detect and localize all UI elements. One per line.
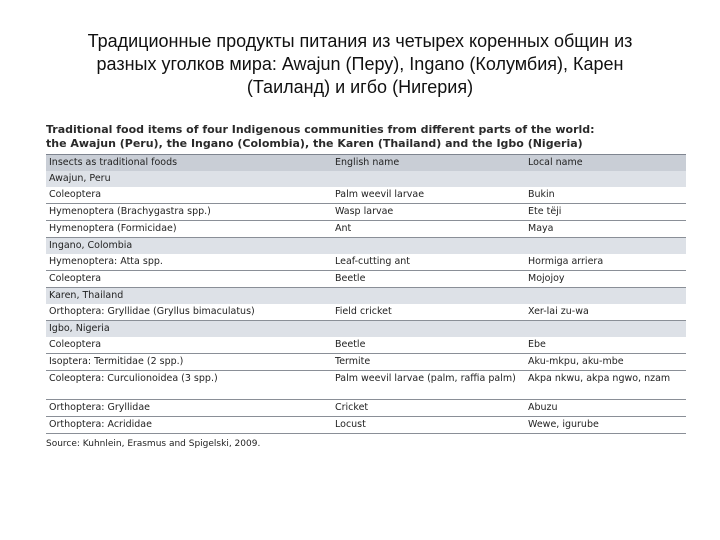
table-group-row (46, 288, 686, 305)
local-name-cell: Ete tëji (525, 204, 686, 221)
table-caption-line: Traditional food items of four Indigenous communities from different parts of the world: (46, 123, 595, 136)
column-header-insects: Insects as traditional foods (46, 155, 332, 172)
insect-order-cell: Hymenoptera: Atta spp. (46, 254, 332, 271)
local-name-cell: Maya (525, 221, 686, 238)
community-name: Awajun, Peru (46, 171, 686, 187)
slide-title-line: разных уголков мира: Awajun (Перу), Ingano (Колумбия), Карен (96, 54, 624, 74)
slide-title-line: (Таиланд) и игбо (Нигерия) (246, 77, 474, 97)
table-caption-line: the Awajun (Peru), the Ingano (Colombia), the Karen (Thailand) and the Igbo (Nigeria) (46, 137, 583, 150)
insect-order-cell: Hymenoptera (Formicidae) (46, 221, 332, 238)
slide-title (40, 30, 680, 99)
community-name: Igbo, Nigeria (46, 321, 686, 338)
local-name-cell: Abuzu (525, 400, 686, 417)
insect-order-cell: Isoptera: Termitidae (2 spp.) (46, 354, 332, 371)
column-header-english-name: English name (332, 155, 525, 172)
table-header-row (46, 155, 686, 172)
table-group-row (46, 238, 686, 255)
table-caption (46, 123, 686, 151)
local-name-cell: Mojojoy (525, 271, 686, 288)
insects-table (46, 154, 686, 434)
table-body (46, 171, 686, 434)
community-name: Karen, Thailand (46, 288, 686, 305)
insect-order-cell: Orthoptera: Acrididae (46, 417, 332, 434)
english-name-cell: Beetle (332, 271, 525, 288)
slide-title-line: Традиционные продукты питания из четырех коренных общин из (87, 31, 633, 51)
table-group-row (46, 321, 686, 338)
english-name-cell: Beetle (332, 337, 525, 354)
table-figure (46, 123, 686, 449)
english-name-cell: Cricket (332, 400, 525, 417)
insect-order-cell: Coleoptera (46, 337, 332, 354)
english-name-cell: Wasp larvae (332, 204, 525, 221)
insect-order-cell: Coleoptera: Curculionoidea (3 spp.) (46, 371, 332, 400)
english-name-cell: Leaf-cutting ant (332, 254, 525, 271)
english-name-cell: Field cricket (332, 304, 525, 321)
local-name-cell: Xer-lai zu-wa (525, 304, 686, 321)
local-name-cell: Hormiga arriera (525, 254, 686, 271)
local-name-cell: Wewe, igurube (525, 417, 686, 434)
english-name-cell: Locust (332, 417, 525, 434)
table-source: Source: Kuhnlein, Erasmus and Spigelski, 2009. (46, 439, 261, 449)
table-row (46, 371, 686, 400)
local-name-cell: Ebe (525, 337, 686, 354)
table-row (46, 417, 686, 434)
table-row (46, 337, 686, 354)
english-name-cell: Palm weevil larvae (palm, raffia palm) (332, 371, 525, 400)
table-row (46, 400, 686, 417)
community-name: Ingano, Colombia (46, 238, 686, 255)
insect-order-cell: Orthoptera: Gryllidae (46, 400, 332, 417)
english-name-cell: Termite (332, 354, 525, 371)
table-row (46, 221, 686, 238)
table-row (46, 271, 686, 288)
local-name-cell: Aku-mkpu, aku-mbe (525, 354, 686, 371)
table-row (46, 304, 686, 321)
insect-order-cell: Hymenoptera (Brachygastra spp.) (46, 204, 332, 221)
insect-order-cell: Orthoptera: Gryllidae (Gryllus bimaculatus) (46, 304, 332, 321)
table-row (46, 354, 686, 371)
english-name-cell: Palm weevil larvae (332, 187, 525, 204)
insect-order-cell: Coleoptera (46, 187, 332, 204)
local-name-cell: Akpa nkwu, akpa ngwo, nzam (525, 371, 686, 400)
column-header-local-name: Local name (525, 155, 686, 172)
table-row (46, 204, 686, 221)
table-row (46, 254, 686, 271)
insect-order-cell: Coleoptera (46, 271, 332, 288)
table-row (46, 187, 686, 204)
table-group-row (46, 171, 686, 187)
local-name-cell: Bukin (525, 187, 686, 204)
english-name-cell: Ant (332, 221, 525, 238)
